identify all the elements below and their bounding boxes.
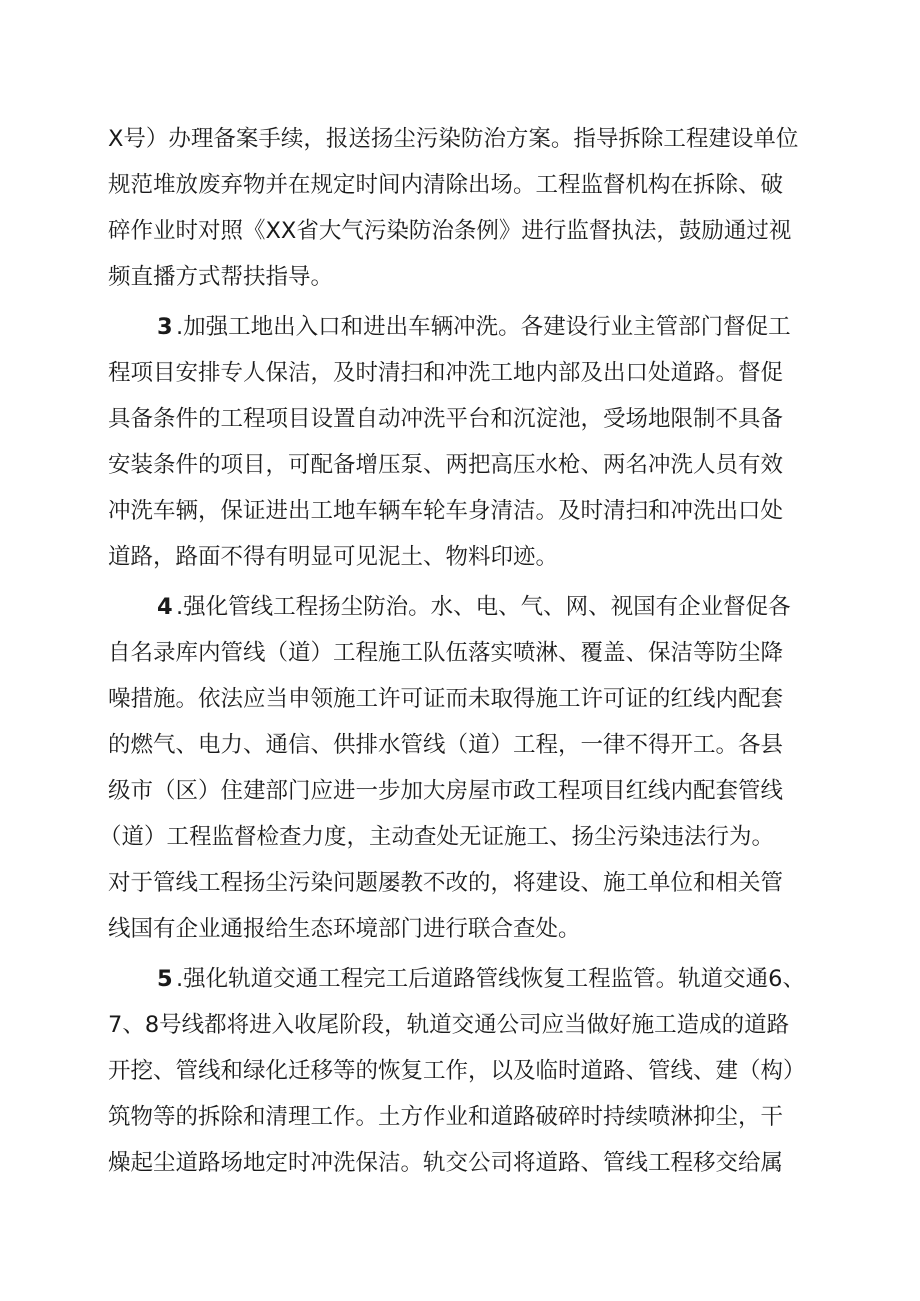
text-line bbox=[0, 534, 920, 580]
line-text: 碎作业时对照《XX省大气污染防治条例》进行监督执法，鼓励通过视 bbox=[108, 218, 792, 244]
text-line bbox=[0, 350, 920, 396]
text-line bbox=[0, 630, 920, 676]
text-line bbox=[0, 906, 920, 952]
line-text: 程项目安排专人保洁，及时清扫和冲洗工地内部及出口处道路。督促 bbox=[108, 360, 784, 386]
line-text: 安装条件的项目，可配备增压泵、两把高压水枪、两名冲洗人员有效 bbox=[108, 452, 784, 478]
text-line bbox=[0, 396, 920, 442]
line-text: 的燃气、电力、通信、供排水管线（道）工程，一律不得开工。各县 bbox=[108, 732, 784, 758]
item-number: 4 bbox=[157, 594, 173, 620]
line-text: .强化管线工程扬尘防治。水、电、气、网、视国有企业督促各 bbox=[176, 594, 791, 620]
line-text: 级市（区）住建部门应进一步加大房屋市政工程项目红线内配套管线 bbox=[108, 778, 784, 804]
text-line bbox=[0, 956, 920, 1002]
item-number: 5 bbox=[157, 966, 173, 992]
line-text: 道路，路面不得有明显可见泥土、物料印迹。 bbox=[108, 544, 559, 570]
text-line bbox=[0, 1048, 920, 1094]
line-text: X号）办理备案手续，报送扬尘污染防治方案。指导拆除工程建设单位 bbox=[108, 126, 799, 152]
line-text: 具备条件的工程项目设置自动冲洗平台和沉淀池，受场地限制不具备 bbox=[108, 406, 784, 432]
text-line bbox=[0, 860, 920, 906]
text-line bbox=[0, 814, 920, 860]
line-text: 规范堆放废弃物并在规定时间内清除出场。工程监督机构在拆除、破 bbox=[108, 172, 784, 198]
text-line bbox=[0, 722, 920, 768]
text-line bbox=[0, 208, 920, 254]
text-line bbox=[0, 1002, 920, 1048]
text-line bbox=[0, 162, 920, 208]
line-text: 频直播方式帮扶指导。 bbox=[108, 264, 334, 290]
text-line bbox=[0, 442, 920, 488]
text-line bbox=[0, 768, 920, 814]
line-text: 噪措施。依法应当申领施工许可证而未取得施工许可证的红线内配套 bbox=[108, 686, 784, 712]
line-text: 7、8号线都将进入收尾阶段，轨道交通公司应当做好施工造成的道路 bbox=[108, 1012, 790, 1038]
line-text: 开挖、管线和绿化迁移等的恢复工作，以及临时道路、管线、建（构） bbox=[108, 1058, 806, 1084]
line-text: 冲洗车辆，保证进出工地车辆车轮车身清洁。及时清扫和冲洗出口处 bbox=[108, 498, 784, 524]
text-line bbox=[0, 254, 920, 300]
line-text: 线国有企业通报给生态环境部门进行联合查处。 bbox=[108, 916, 581, 942]
text-line bbox=[0, 1140, 920, 1186]
line-text: .加强工地出入口和进出车辆冲洗。各建设行业主管部门督促工 bbox=[176, 314, 791, 340]
text-line bbox=[0, 584, 920, 630]
text-line bbox=[0, 488, 920, 534]
line-text: 对于管线工程扬尘污染问题屡教不改的，将建设、施工单位和相关管 bbox=[108, 870, 784, 896]
item-number: 3 bbox=[157, 314, 173, 340]
line-text: 筑物等的拆除和清理工作。土方作业和道路破碎时持续喷淋抑尘，干 bbox=[108, 1104, 784, 1130]
line-text: .强化轨道交通工程完工后道路管线恢复工程监管。轨道交通6、 bbox=[176, 966, 805, 992]
text-line bbox=[0, 304, 920, 350]
line-text: （道）工程监督检查力度，主动查处无证施工、扬尘污染违法行为。 bbox=[99, 824, 775, 850]
line-text: 燥起尘道路场地定时冲洗保洁。轨交公司将道路、管线工程移交给属 bbox=[108, 1150, 784, 1176]
text-line bbox=[0, 1094, 920, 1140]
text-line bbox=[0, 116, 920, 162]
line-text: 自名录库内管线（道）工程施工队伍落实喷淋、覆盖、保洁等防尘降 bbox=[108, 640, 784, 666]
text-line bbox=[0, 676, 920, 722]
